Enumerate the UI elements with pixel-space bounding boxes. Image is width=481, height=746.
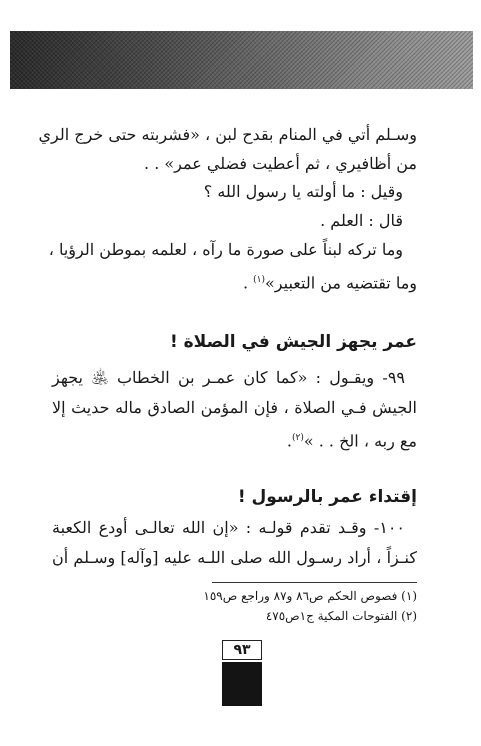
body-line [287, 428, 417, 451]
body-line-text: مع ربه ، الخ . . » [303, 431, 417, 451]
body-line: من أظافيري ، ثم أعطيت فضلي عمر» . . [144, 154, 417, 173]
body-line-text: وما تقتضيه من التعبير» [265, 273, 417, 293]
footnote-divider [212, 582, 417, 583]
footnote-marker[interactable]: (٢) [291, 433, 304, 443]
period: . [286, 431, 292, 451]
section-heading: إقتداء عمر بالرسول ! [237, 487, 417, 507]
page-body [38, 0, 417, 746]
body-line: ١٠٠- وقـد تقدم قولـه : «إن الله تعالـى أودع الكعبة [52, 518, 405, 537]
body-line: وما تركه لبناً على صورة ما رآه ، لعلمه بموطن الرؤيا ، [48, 240, 403, 259]
page-number: ٩٣ [222, 640, 262, 660]
body-line: كنـزاً ، أراد رسـول الله صلى اللـه عليه [وآله] وسـلم أن [52, 548, 417, 567]
body-line: الجيش فـي الصلاة ، فإن المؤمن الصادق ماله حديث إلا [52, 398, 417, 417]
body-line: ٩٩- ويقـول : «كما كان عمـر بن الخطاب ﵁ يجهز [52, 368, 405, 387]
body-line: وسـلم أتي في المنام بقدح لبن ، «فشربته حتى خرج الري [38, 125, 417, 144]
footnote: (٢) الفتوحات المكية ج١ص٤٧٥ [265, 609, 417, 623]
footnote-marker[interactable]: (١) [253, 275, 266, 285]
body-line [243, 270, 417, 293]
footnote: (١) فصوص الحكم ص٨٦ و٨٧ وراجع ص١٥٩ [203, 589, 417, 603]
period: . [242, 273, 249, 293]
section-heading: عمر يجهز الجيش في الصلاة ! [169, 332, 417, 352]
body-line: وقيل : ما أولته يا رسول الله ؟ [203, 182, 403, 201]
body-line: قال : العلم . [320, 211, 403, 230]
footer-bar [222, 662, 262, 706]
